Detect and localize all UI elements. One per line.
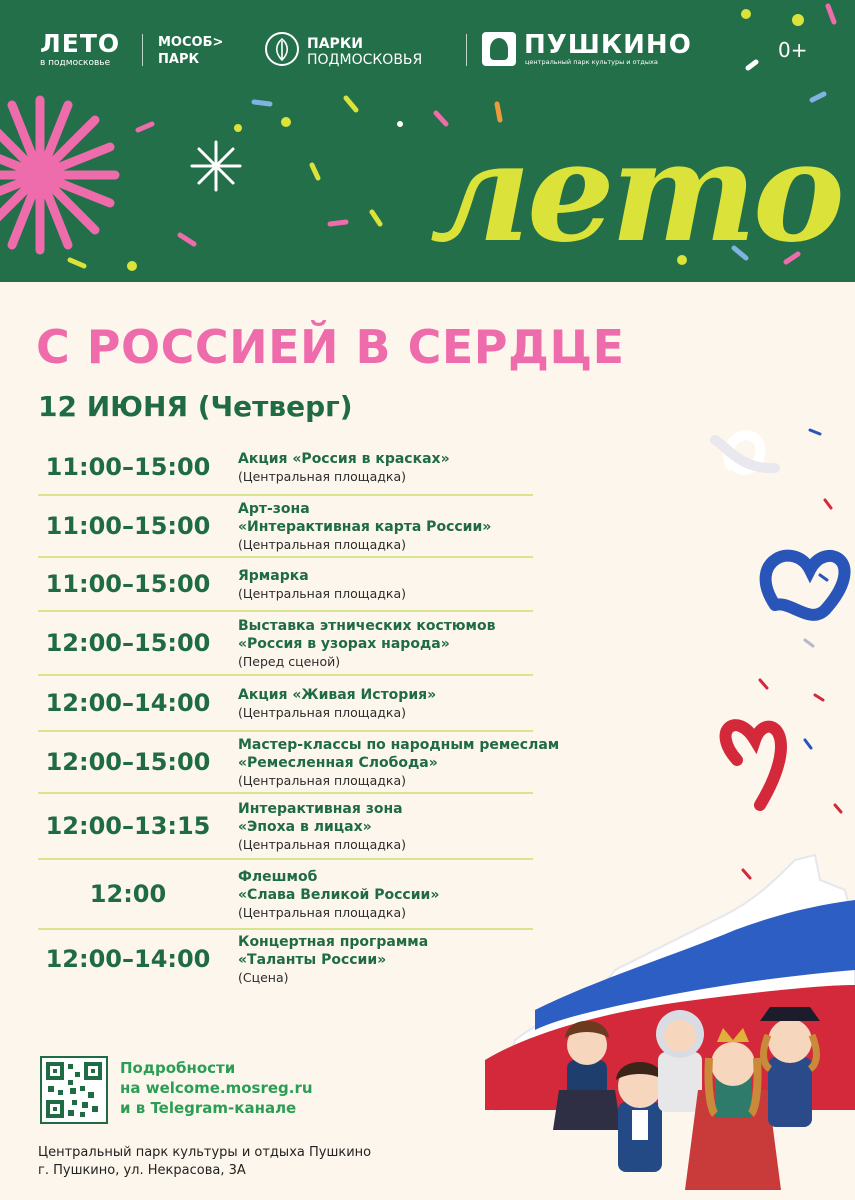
- schedule-list: [38, 440, 560, 990]
- venue-address: [38, 1144, 371, 1180]
- russia-illustration: [475, 410, 855, 1200]
- schedule-row: [38, 794, 533, 860]
- event-venue: (Центральная площадка): [238, 773, 406, 788]
- schedule-time: 12:00–13:15: [45, 812, 211, 840]
- event-title: С РОССИЕЙ В СЕРДЦЕ: [36, 320, 625, 374]
- schedule-row: [38, 732, 560, 794]
- event-name-line: «Слава Великой России»: [238, 887, 440, 903]
- children-in-costumes-illustration: [553, 1007, 820, 1190]
- event-venue: (Сцена): [238, 970, 289, 985]
- event-name-line: Акция «Живая История»: [238, 687, 437, 703]
- pink-starburst-icon: [0, 100, 115, 250]
- blue-heart-ribbon-icon: [766, 556, 845, 615]
- event-name-line: Акция «Россия в красках»: [238, 451, 450, 467]
- event-name-line: «Интерактивная карта России»: [238, 519, 492, 535]
- red-heart-ribbon-icon: [726, 725, 781, 805]
- event-name-line: Ярмарка: [238, 568, 309, 584]
- event-name-line: «Россия в узорах народа»: [238, 636, 450, 652]
- logo-mosobpark: [158, 34, 223, 68]
- event-venue: (Центральная площадка): [238, 705, 406, 720]
- logo-mosob-line1: МОСОБ>: [158, 35, 224, 50]
- event-name-line: Концертная программа: [238, 934, 429, 950]
- logo-divider: [142, 34, 143, 66]
- event-venue: (Перед сценой): [238, 654, 341, 669]
- leaf-icon: [265, 32, 299, 66]
- event-venue: (Центральная площадка): [238, 469, 406, 484]
- logo-leto-text: ЛЕТО: [40, 29, 121, 58]
- event-date: 12 ИЮНЯ (Четверг): [38, 390, 353, 423]
- event-name-line: Арт-зона: [238, 501, 310, 517]
- event-venue: (Центральная площадка): [238, 905, 406, 920]
- info-links: [120, 1058, 313, 1118]
- logo-parki-line1: ПАРКИ: [307, 36, 363, 52]
- logo-leto: [40, 30, 120, 68]
- event-name-line: «Таланты России»: [238, 952, 387, 968]
- schedule-row: [38, 558, 533, 612]
- schedule-time: 11:00–15:00: [45, 453, 211, 481]
- schedule-time: 12:00: [89, 880, 167, 908]
- schedule-row: [38, 612, 533, 676]
- schedule-time: 12:00–14:00: [45, 945, 211, 973]
- info-line-1: Подробности: [120, 1059, 236, 1077]
- event-venue: (Центральная площадка): [238, 586, 406, 601]
- logo-leto-sub: в подмосковье: [40, 58, 111, 68]
- event-name-line: «Эпоха в лицах»: [238, 819, 372, 835]
- schedule-row: [38, 496, 533, 558]
- event-name-line: Выставка этнических костюмов: [238, 618, 496, 634]
- white-star-icon: [192, 142, 240, 190]
- hero-word-leto: лето: [430, 110, 841, 273]
- schedule-row: [38, 860, 533, 930]
- event-venue: (Центральная площадка): [238, 537, 406, 552]
- schedule-row: [38, 676, 533, 732]
- telegram-link[interactable]: и в Telegram-канале: [120, 1099, 297, 1117]
- logo-divider: [466, 34, 467, 66]
- qr-code-icon[interactable]: [40, 1056, 108, 1124]
- logo-pushkino-name: ПУШКИНО: [524, 30, 692, 60]
- event-name-line: Мастер-классы по народным ремеслам: [238, 737, 560, 753]
- address-line-2: г. Пушкино, ул. Некрасова, 3А: [38, 1163, 246, 1178]
- schedule-row: [38, 930, 533, 990]
- website-link[interactable]: на welcome.mosreg.ru: [120, 1079, 313, 1097]
- tree-icon: [482, 32, 516, 66]
- logo-pushkino-sub: центральный парк культуры и отдыха: [525, 58, 658, 66]
- schedule-time: 11:00–15:00: [45, 570, 211, 598]
- schedule-time: 12:00–15:00: [45, 748, 211, 776]
- logo-mosob-line2: ПАРК: [158, 52, 200, 67]
- address-line-1: Центральный парк культуры и отдыха Пушкино: [38, 1145, 372, 1160]
- schedule-time: 11:00–15:00: [45, 512, 211, 540]
- schedule-time: 12:00–14:00: [45, 689, 211, 717]
- white-heart-ribbon-icon: [715, 435, 775, 469]
- logo-parki-line2: ПОДМОСКОВЬЯ: [307, 52, 423, 68]
- event-name-line: Флешмоб: [238, 869, 318, 885]
- partner-logos: [40, 30, 855, 70]
- schedule-time: 12:00–15:00: [45, 629, 211, 657]
- event-venue: (Центральная площадка): [238, 837, 406, 852]
- age-rating: 0+: [778, 38, 808, 62]
- event-name-line: Интерактивная зона: [238, 801, 403, 817]
- event-name-line: «Ремесленная Слобода»: [238, 755, 438, 771]
- header-banner: [0, 0, 855, 282]
- schedule-row: [38, 440, 533, 496]
